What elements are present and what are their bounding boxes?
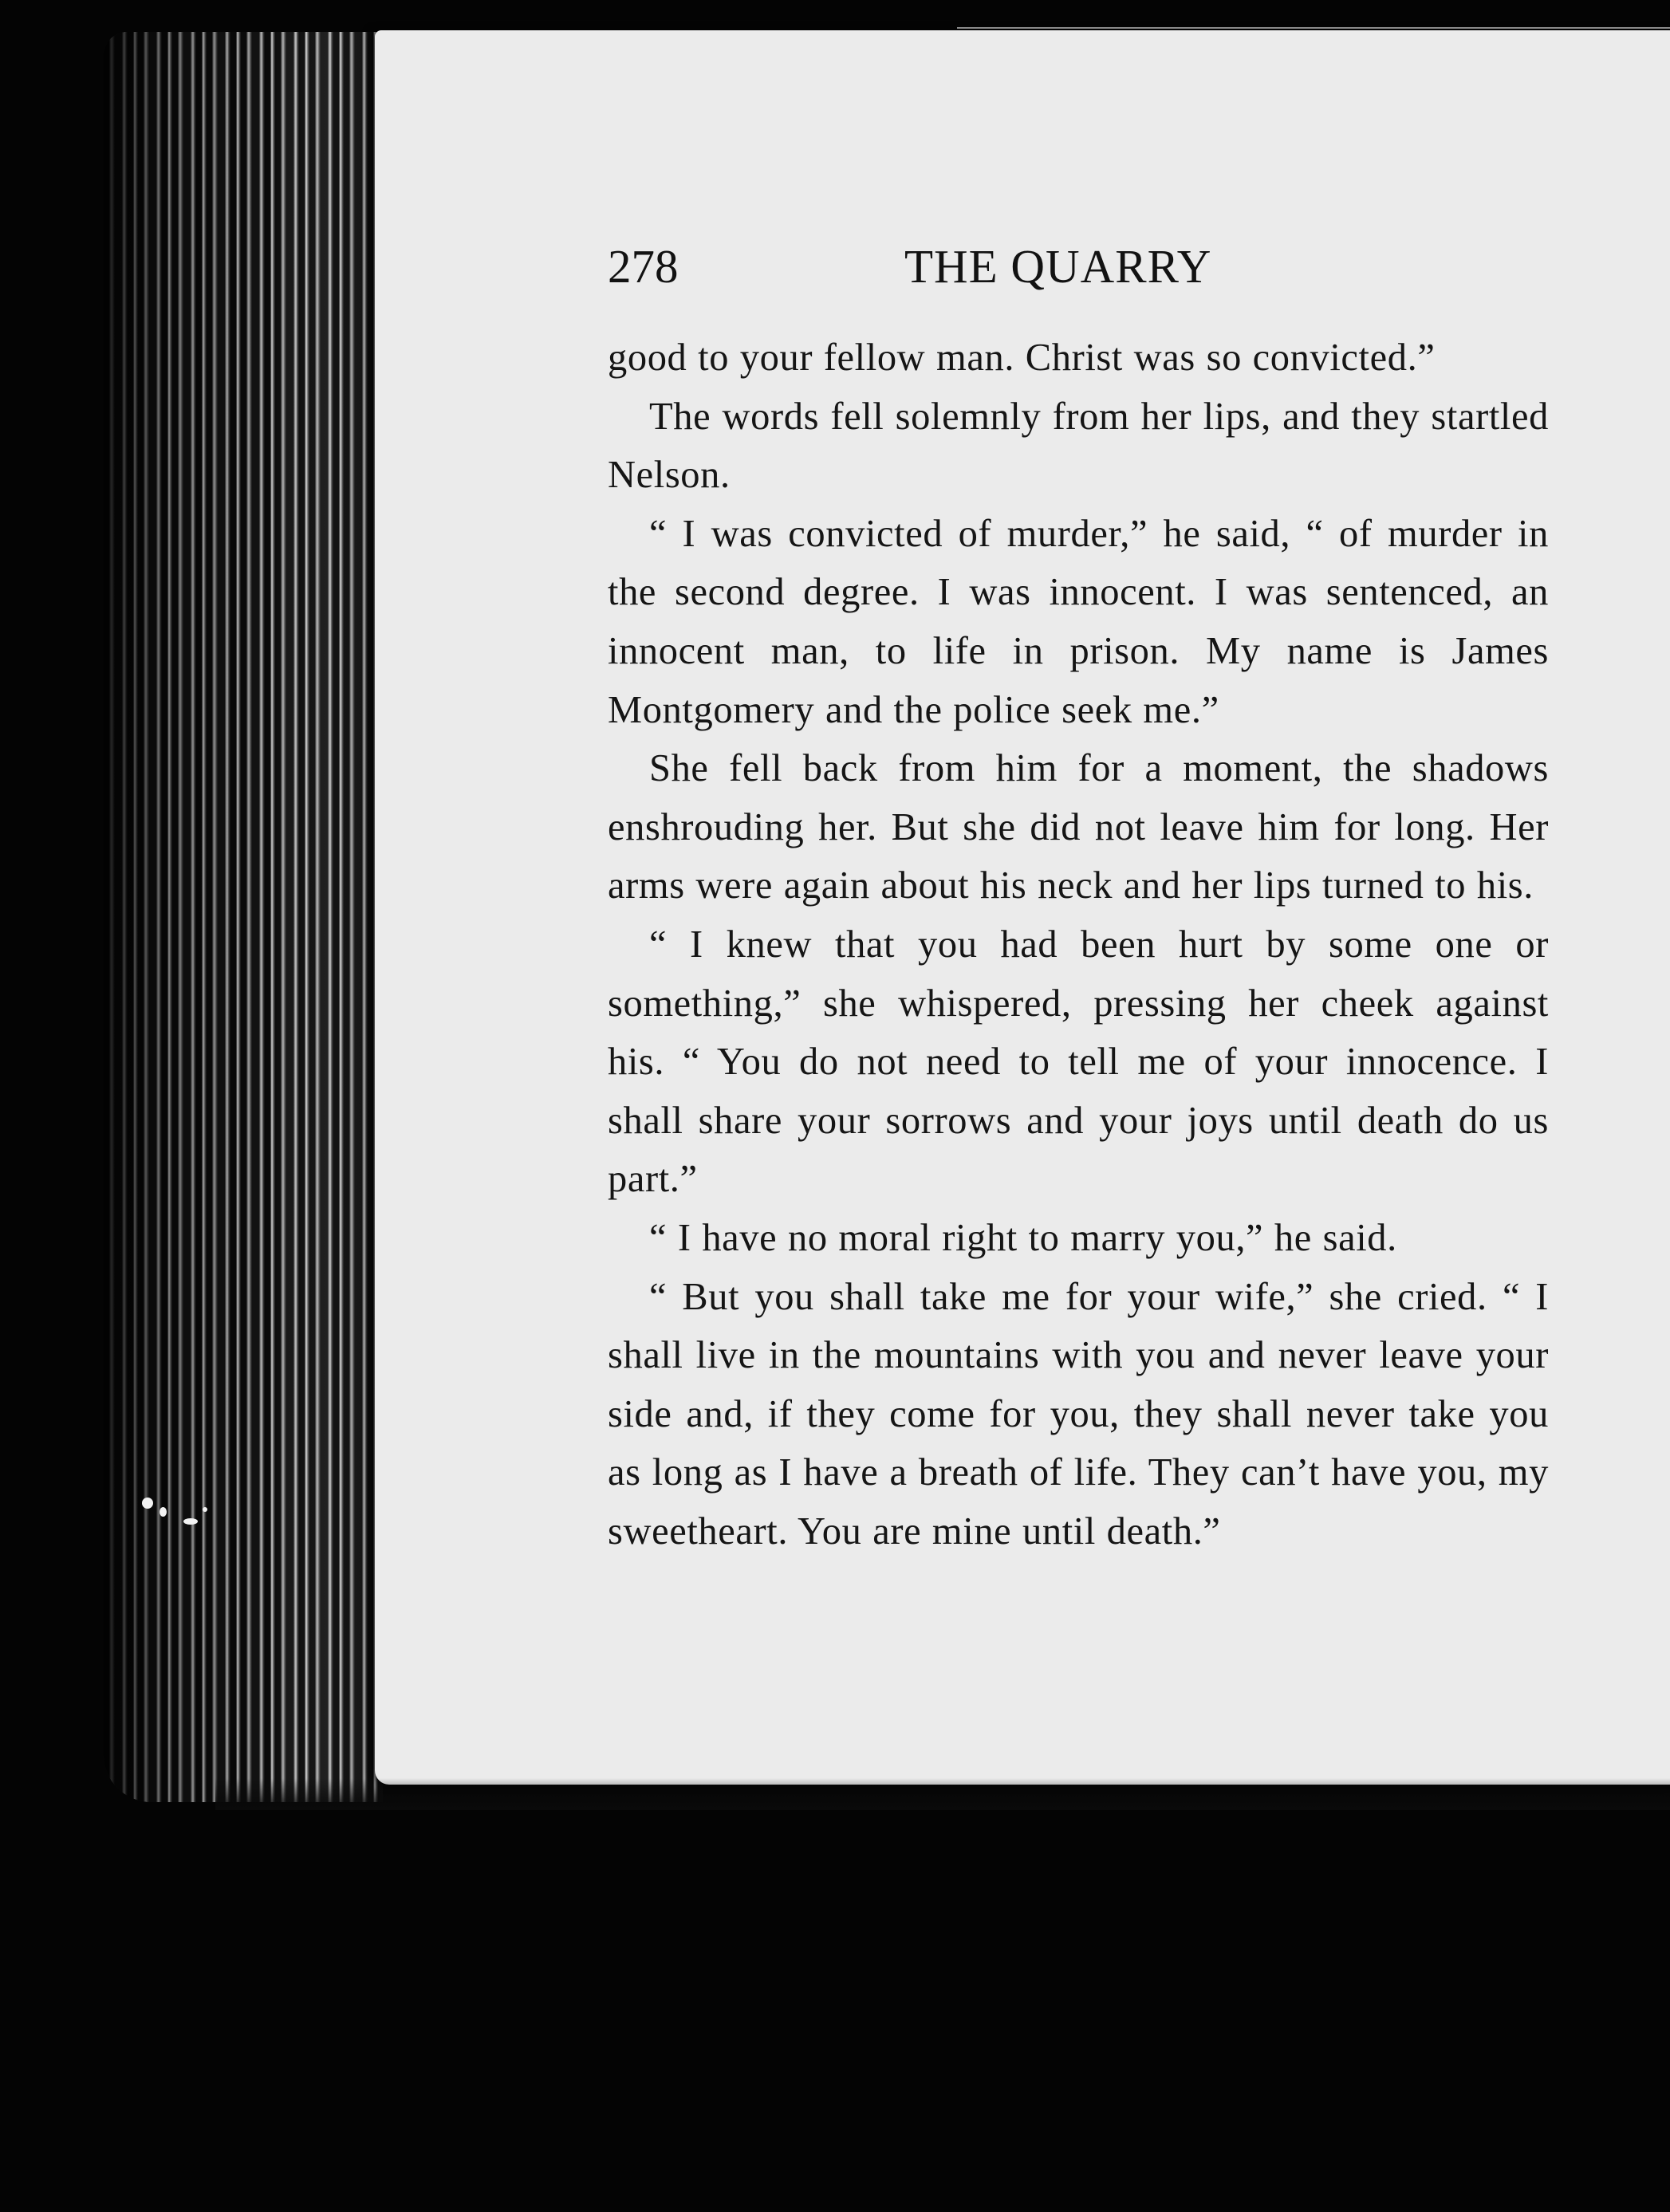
dust-speck bbox=[183, 1518, 198, 1525]
page-bottom-shadow bbox=[215, 1778, 1670, 1810]
paragraph: The words fell solemnly from her lips, and they startled Nelson. bbox=[608, 395, 1549, 497]
page-top-edge-line bbox=[957, 27, 1670, 29]
running-title: THE QUARRY bbox=[904, 240, 1212, 293]
dust-speck bbox=[142, 1498, 153, 1509]
paragraph: “ I knew that you had been hurt by some one or something,” she whispered, pressing her cheek against his. “ You do not need to tell me of your innocence. I shall share your sorrows and your joys until death do us part.” bbox=[608, 923, 1549, 1201]
page-number: 278 bbox=[608, 240, 679, 293]
dust-specks bbox=[136, 1483, 231, 1579]
dust-speck bbox=[203, 1507, 207, 1512]
paragraph: “ But you shall take me for your wife,” she cried. “ I shall live in the mountains with you and never leave your side and, if they come for you, they shall never take you as long as I have a breath of life. They can’t have you, my sweetheart. You are mine until death.” bbox=[608, 1275, 1549, 1553]
paragraph: “ I have no moral right to marry you,” he said. bbox=[649, 1216, 1397, 1259]
paragraph: good to your fellow man. Christ was so convicted.” bbox=[608, 337, 1436, 379]
dust-speck bbox=[160, 1507, 167, 1517]
body-text bbox=[608, 329, 1549, 1561]
paragraph: She fell back from him for a moment, the shadows enshrouding her. But she did not leave him for long. Her arms were again about his neck and her lips turned to his. bbox=[608, 747, 1549, 907]
running-header bbox=[608, 239, 1549, 303]
paragraph: “ I was convicted of murder,” he said, “ of murder in the second degree. I was innocent. I was sentenced, an innocent man, to life in prison. My name is James Montgomery and the police seek me.” bbox=[608, 512, 1549, 731]
